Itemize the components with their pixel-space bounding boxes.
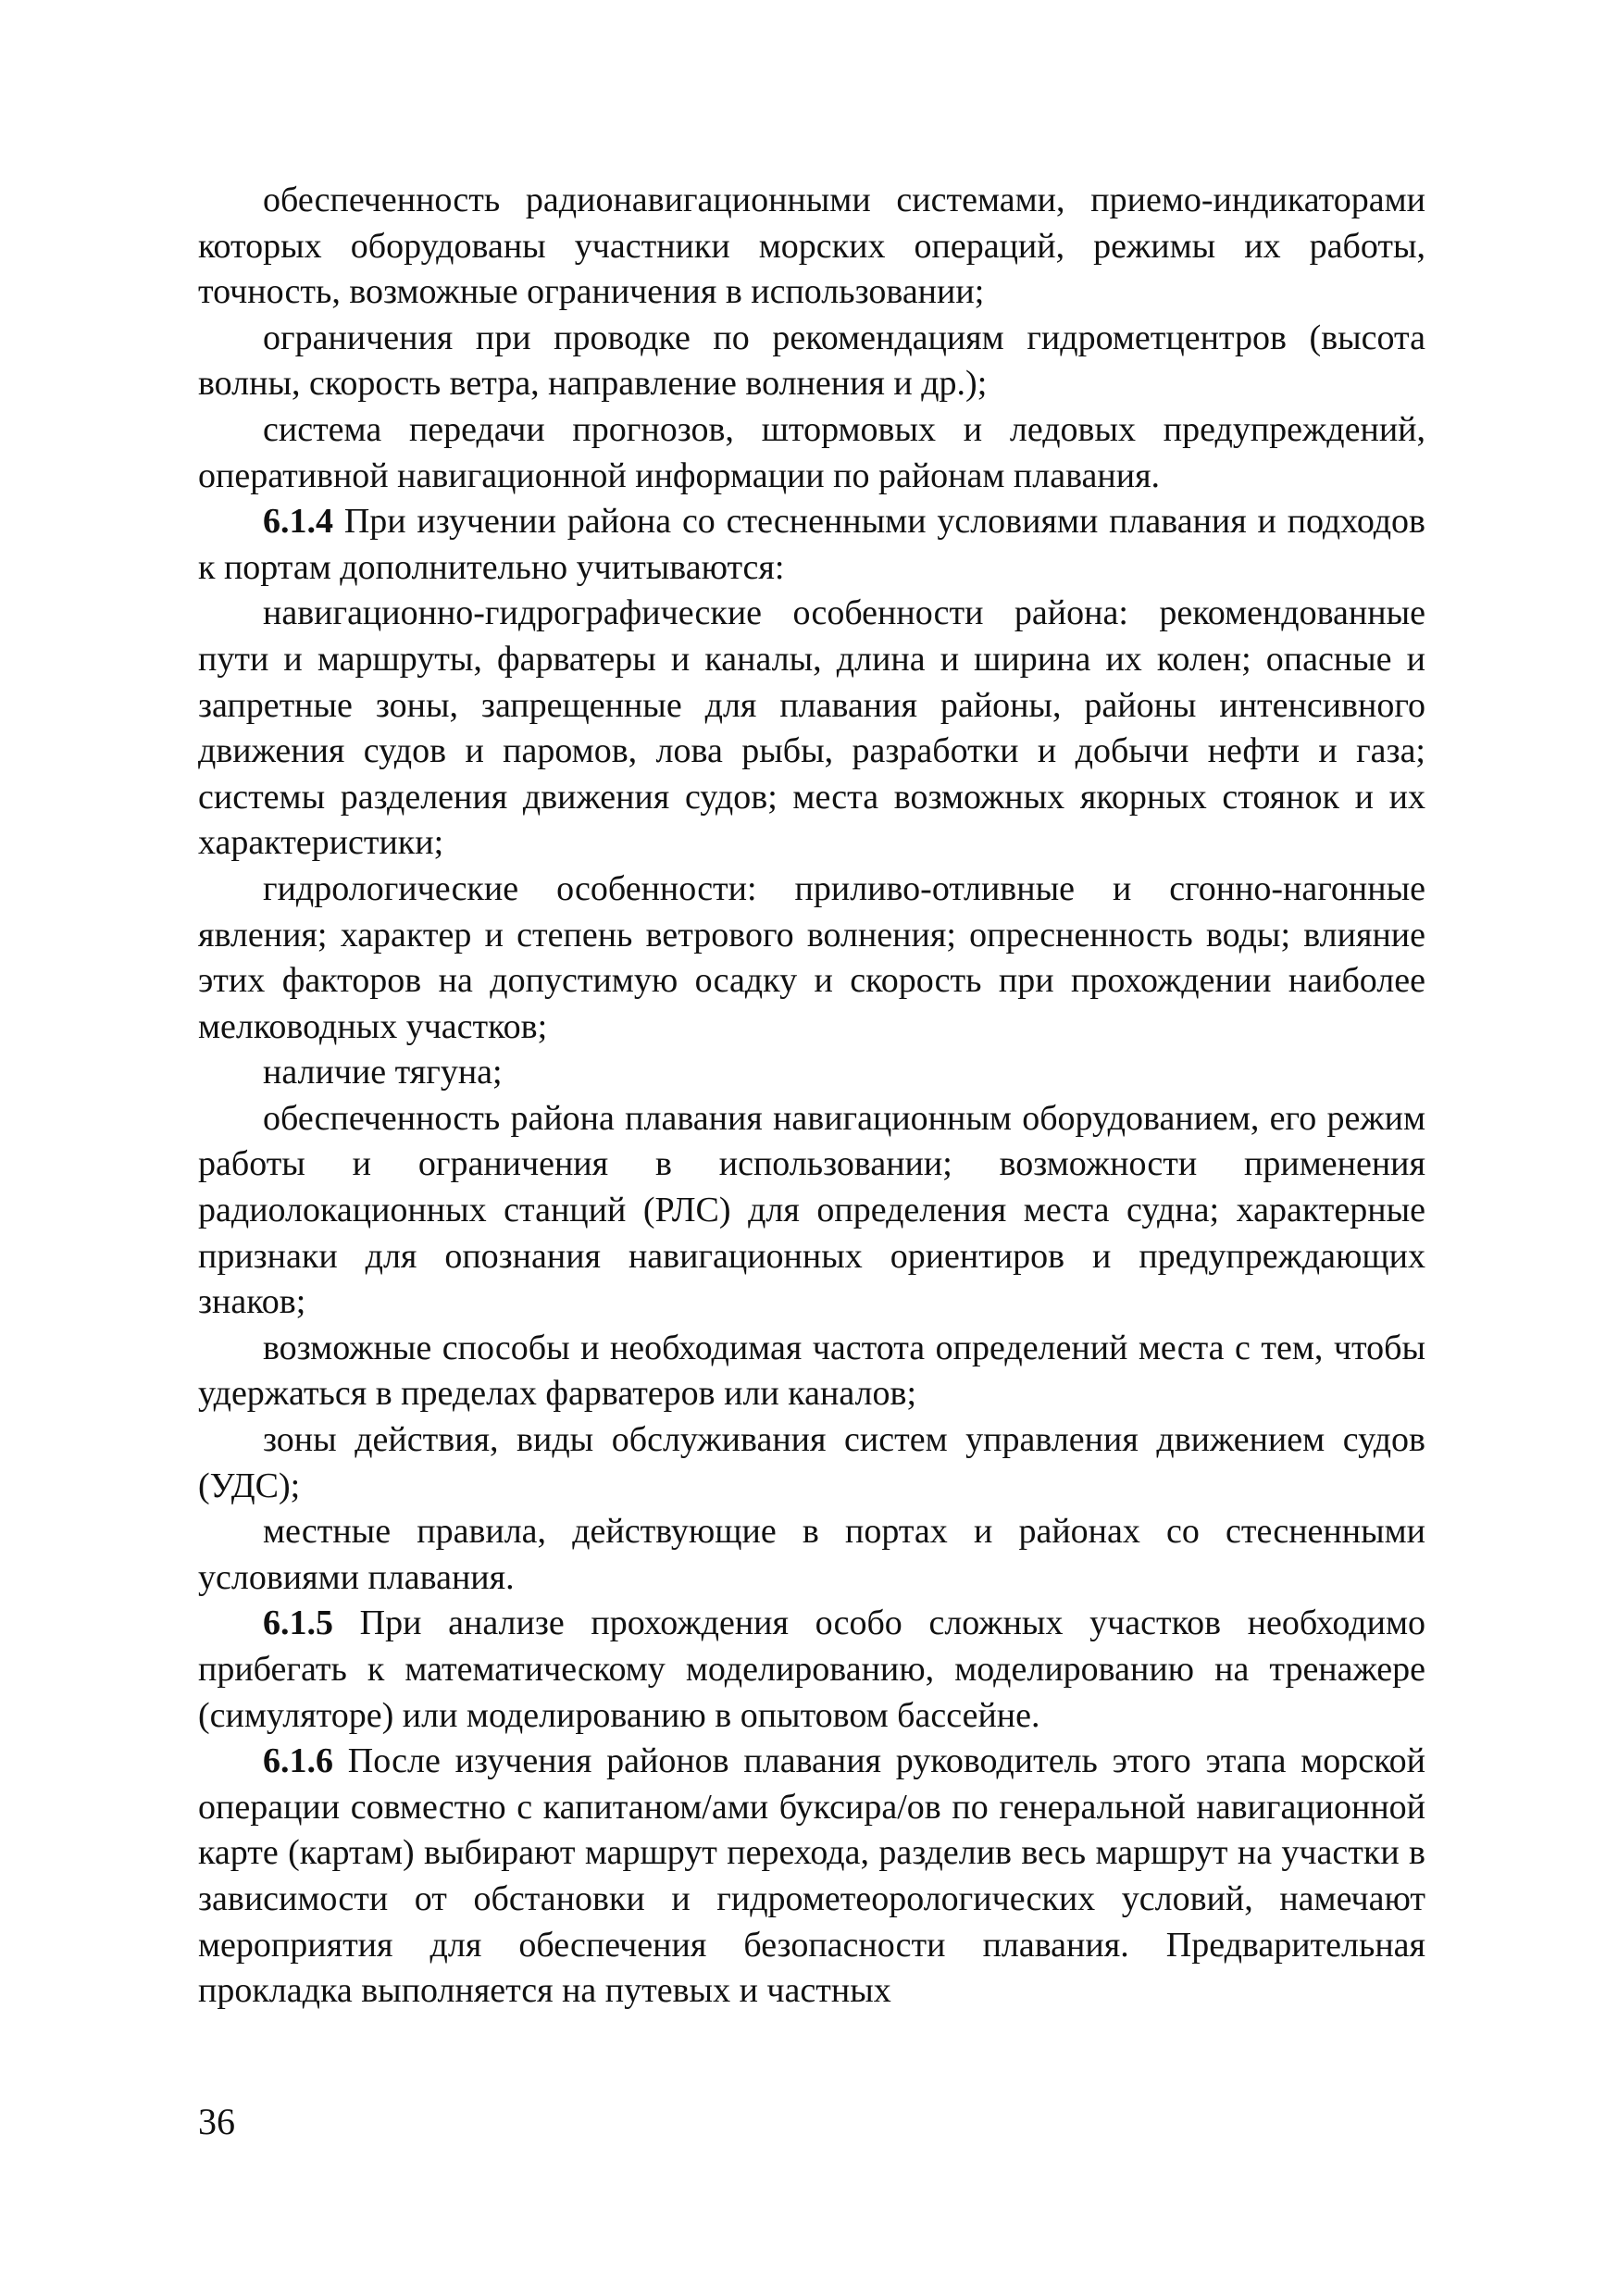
paragraph-7: наличие тягуна; — [263, 1053, 503, 1092]
paragraph-5: навигационно-гидрографические особенности района: рекомендованные пути и маршруты, фарватеры и каналы, длина и ширина их колен; опасные и запретные зоны, запрещенные для плавания районы, районы интенсивного движения судов и паромов, лова рыбы, разработки и добычи нефти и газа; системы разделения движения судов; места возможных якорных стоянок и их характеристики; — [198, 593, 1425, 863]
paragraph-6-1-5: 6.1.5 При анализе прохождения особо сложных участков необходимо прибегать к математическому моделированию, моделированию на тренажере (симуляторе) или моделированию в опытовом бассейне. — [198, 1603, 1425, 1735]
section-number: 6.1.6 — [263, 1741, 333, 1781]
paragraph-11: местные правила, действующие в портах и районах со стесненными условиями плавания. — [198, 1512, 1425, 1597]
paragraph-6-1-6: 6.1.6 После изучения районов плавания руководитель этого этапа морской операции совместно с капитаном/ами буксира/ов по генеральной навигационной карте (картам) выбирают маршрут перехода, разделив весь маршрут на участки в зависимости от обстановки и гидрометеорологических условий, намечают мероприятия для обеспечения безопасности плавания. Предварительная прокладка выполняется на путевых и частных — [198, 1741, 1426, 2011]
paragraph-3: система передачи прогнозов, штормовых и ледовых предупреждений, оперативной навигационной информации по районам плавания. — [198, 409, 1425, 495]
paragraph-9: возможные способы и необходимая частота определений места с тем, чтобы удержаться в пределах фарватеров или каналов; — [198, 1328, 1425, 1414]
paragraph-10: зоны действия, виды обслуживания систем управления движением судов (УДС); — [198, 1420, 1425, 1505]
paragraph-1: обеспеченность радионавигационными системами, приемо-индикаторами которых оборудованы участники морских операций, режимы их работы, точность, возможные ограничения в использовании; — [198, 181, 1425, 312]
section-number: 6.1.4 — [263, 502, 333, 542]
paragraph-2: ограничения при проводке по рекомендациям гидрометцентров (высота волны, скорость ветра, направление волнения и др.); — [198, 318, 1425, 404]
section-number: 6.1.5 — [263, 1603, 333, 1643]
body-text — [198, 178, 1425, 2015]
paragraph-8: обеспеченность района плавания навигационным оборудованием, его режим работы и ограничения в использовании; возможности применения радиолокационных станций (РЛС) для определения места судна; характерные признаки для опознания навигационных ориентиров и предупреждающих знаков; — [198, 1098, 1425, 1322]
paragraph-6: гидрологические особенности: приливо-отливные и сгонно-нагонные явления; характер и степень ветрового волнения; опресненность воды; влияние этих факторов на допустимую осадку и скорость при прохождении наиболее мелководных участков; — [198, 868, 1425, 1046]
paragraph-6-1-4: 6.1.4 При изучении района со стесненными условиями плавания и подходов к портам дополнительно учитываются: — [198, 502, 1426, 587]
page-number: 36 — [198, 2101, 235, 2142]
